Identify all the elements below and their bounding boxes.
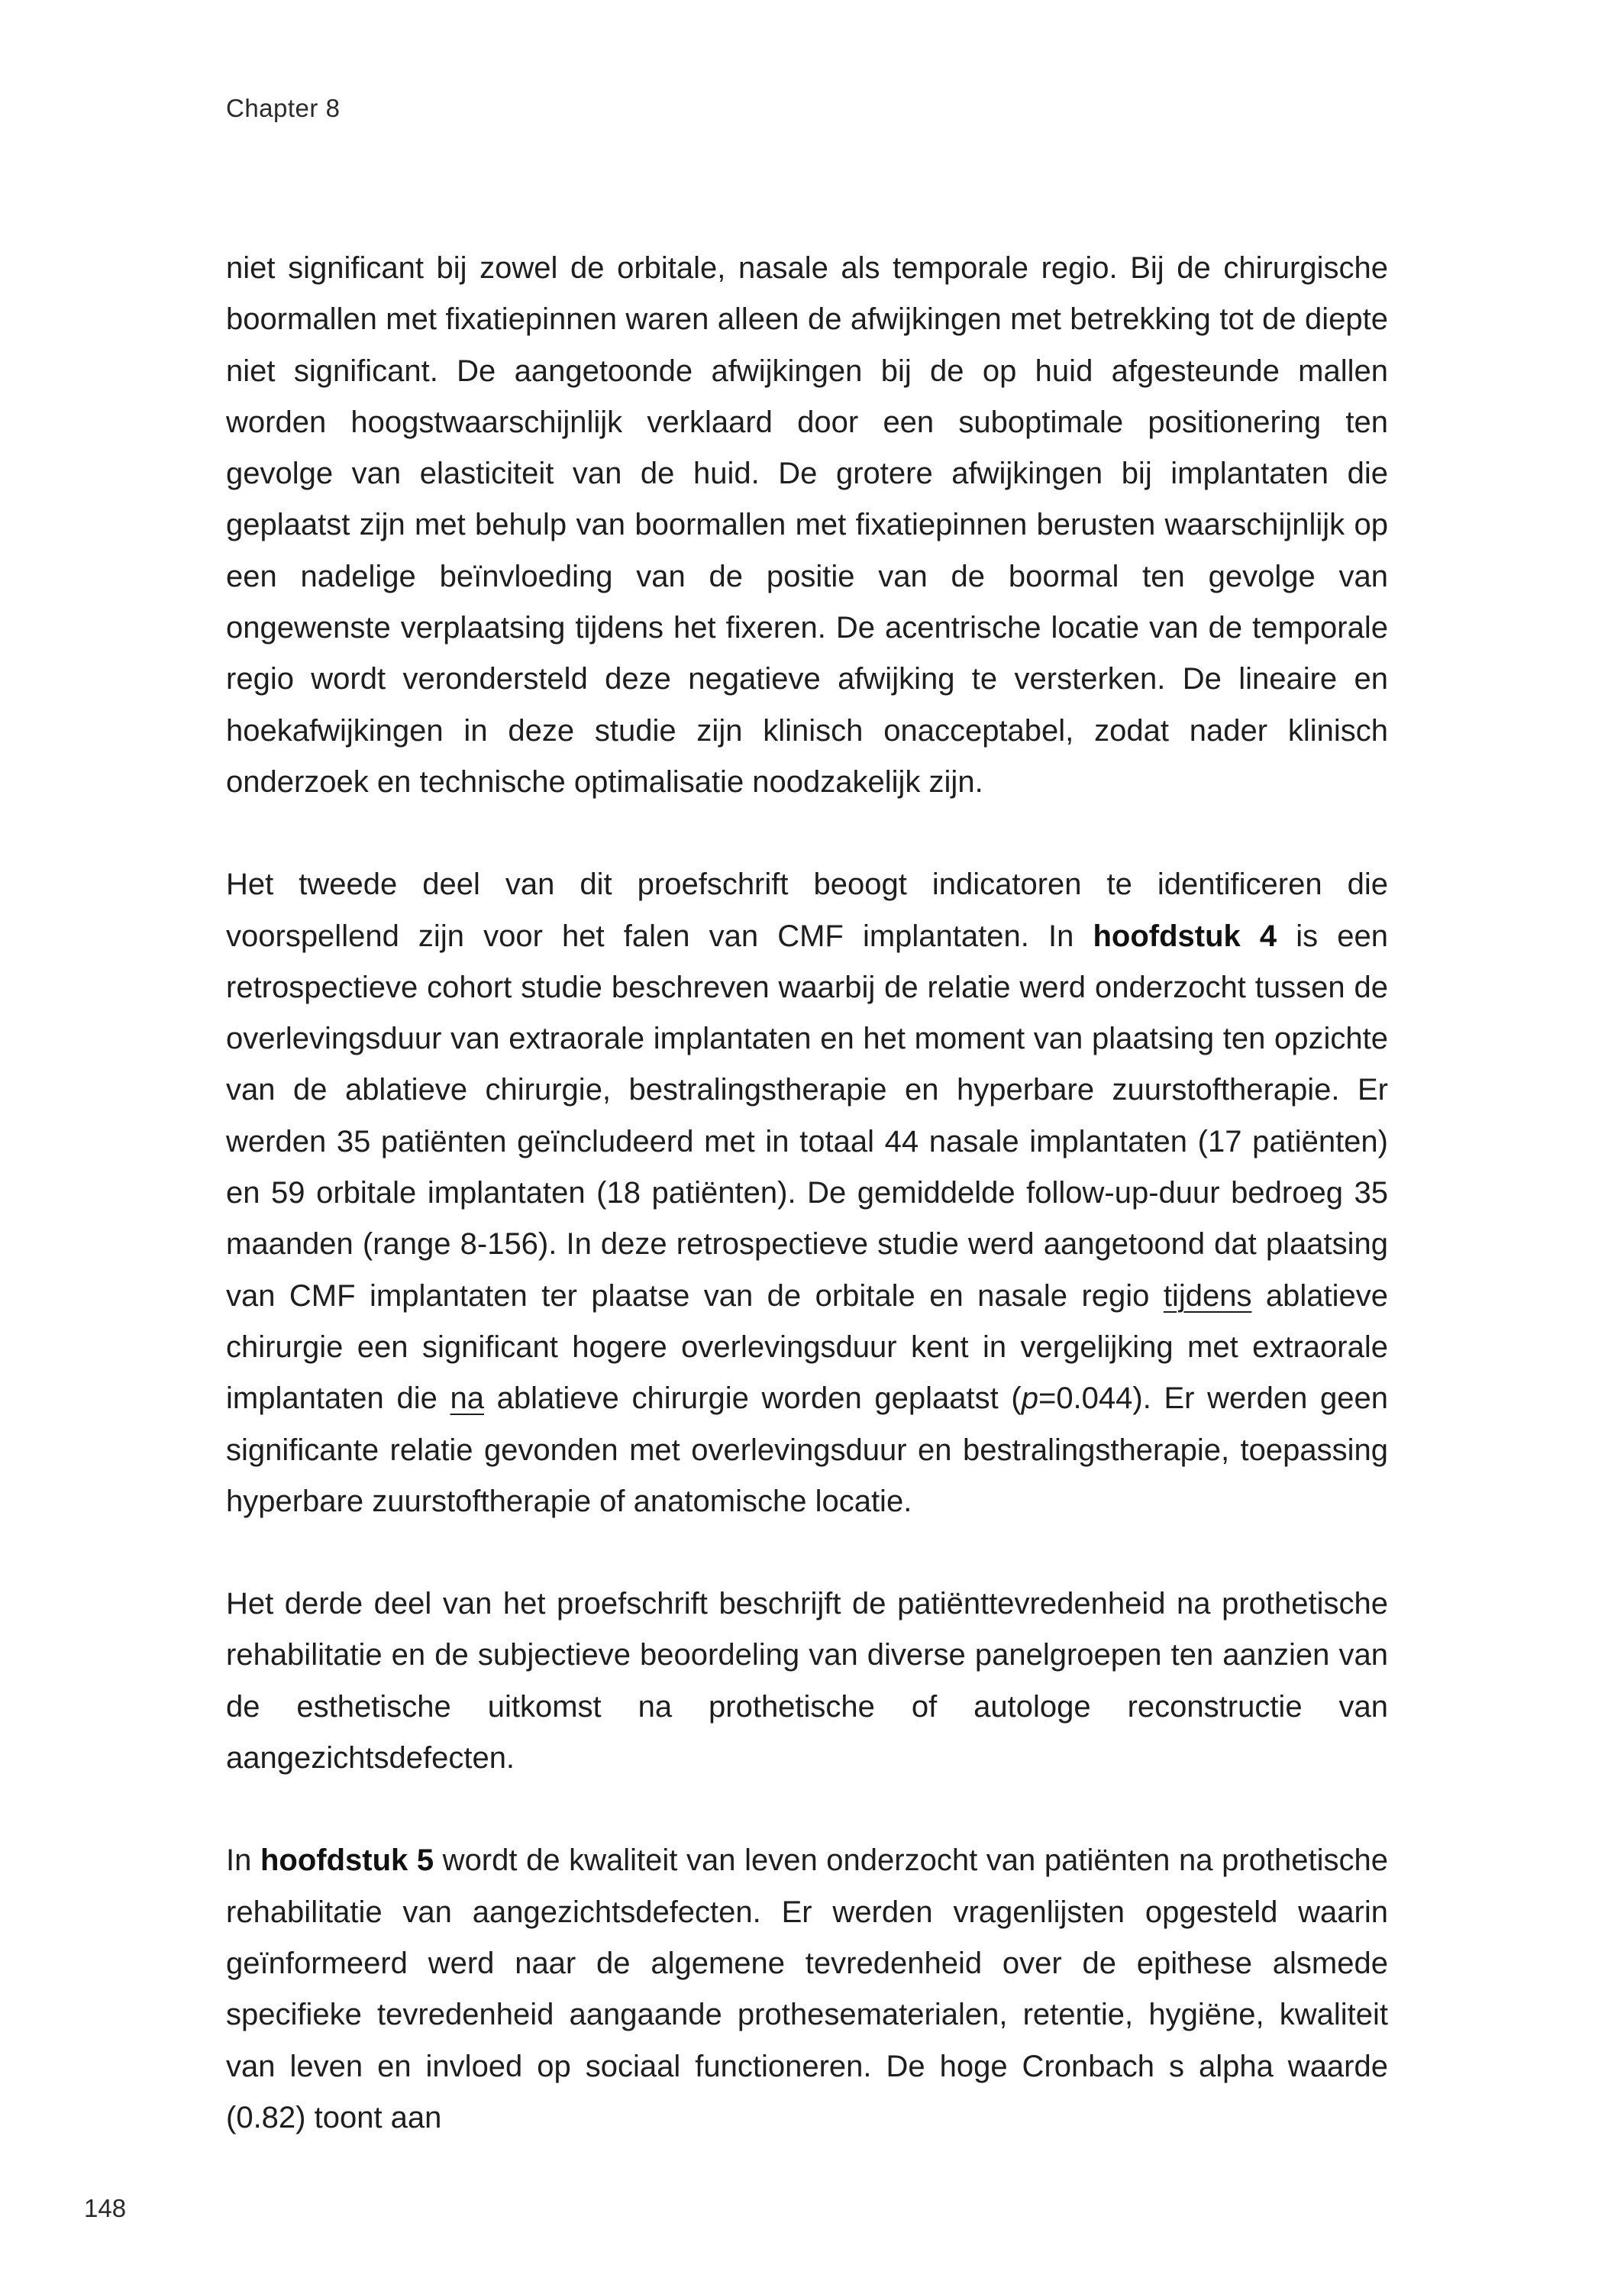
paragraph-4-text-2: wordt de kwaliteit van leven onderzocht van patiënten na prothetische rehabilitatie van aangezichtsdefecten. Er werden vragenlijsten opgesteld waarin geïnformeerd werd naar de algemene tevredenheid over de epithese alsmede specifieke tevredenheid aangaande prothesematerialen, retentie, hygiëne, kwaliteit van leven en invloed op sociaal functioneren. De hoge Cronbach s alpha waarde (0.82) toont aan <box>226 1843 1388 2134</box>
page-number: 148 <box>84 2194 127 2222</box>
paragraph-2-text-3: ablatieve chirurgie een significant hogere overlevingsduur kent in vergelijking met extraorale implantaten die <box>226 1278 1389 1416</box>
paragraph-2-text-2: is een retrospectieve cohort studie beschreven waarbij de relatie werd onderzocht tussen de overlevingsduur van extraorale implantaten en het moment van plaatsing ten opzichte van de ablatieve chirurgie, bestralingstherapie en hyperbare zuurstoftherapie. Er werden 35 patiënten geïncludeerd met in totaal 44 nasale implantaten (17 patiënten) en 59 orbitale implantaten (18 patiënten). De gemiddelde follow-up-duur bedroeg 35 maanden (range 8-156). In deze retrospectieve studie werd aangetoond dat plaatsing van CMF implantaten ter plaatse van de orbitale en nasale regio <box>226 919 1388 1313</box>
emphasis-tijdens: tijdens <box>1163 1278 1252 1313</box>
paragraph-2-text-5: =0.044). Er werden geen significante relatie gevonden met overlevingsduur en bestralingstherapie, toepassing hyperbare zuurstoftherapie of anatomische locatie. <box>226 1381 1389 1518</box>
paragraph-4-text-1: In <box>226 1843 260 1878</box>
body-text <box>226 243 1388 2144</box>
paragraph-2 <box>226 859 1388 1527</box>
chapter-reference-4: hoofdstuk 4 <box>1093 919 1277 953</box>
running-head: Chapter 8 <box>226 94 341 122</box>
emphasis-na: na <box>450 1381 485 1416</box>
paragraph-1: niet significant bij zowel de orbitale, nasale als temporale regio. Bij de chirurgische boormallen met fixatiepinnen waren alleen de afwijkingen met betrekking tot de diepte niet significant. De aangetoonde afwijkingen bij de op huid afgesteunde mallen worden hoogstwaarschijnlijk verklaard door een suboptimale positionering ten gevolge van elasticiteit van de huid. De grotere afwijkingen bij implantaten die geplaatst zijn met behulp van boormallen met fixatiepinnen berusten waarschijnlijk op een nadelige beïnvloeding van de positie van de boormal ten gevolge van ongewenste verplaatsing tijdens het fixeren. De acentrische locatie van de temporale regio wordt verondersteld deze negatieve afwijking te versterken. De lineaire en hoekafwijkingen in deze studie zijn klinisch onacceptabel, zodat nader klinisch onderzoek en technische optimalisatie noodzakelijk zijn. <box>226 251 1388 799</box>
paragraph-2-text-4: ablatieve chirurgie worden geplaatst ( <box>484 1381 1022 1416</box>
paragraph-2-text-1: Het tweede deel van dit proefschrift beoogt indicatoren te identificeren die voorspellend zijn voor het falen van CMF implantaten. In <box>226 868 1388 953</box>
p-value-symbol: p <box>1021 1381 1038 1416</box>
chapter-reference-5: hoofdstuk 5 <box>260 1843 434 1878</box>
paragraph-4 <box>226 1835 1388 2144</box>
paragraph-3: Het derde deel van het proefschrift beschrijft de patiënttevredenheid na prothetische rehabilitatie en de subjectieve beoordeling van diverse panelgroepen ten aanzien van de esthetische uitkomst na prothetische of autologe reconstructie van aangezichtsdefecten. <box>226 1587 1388 1776</box>
